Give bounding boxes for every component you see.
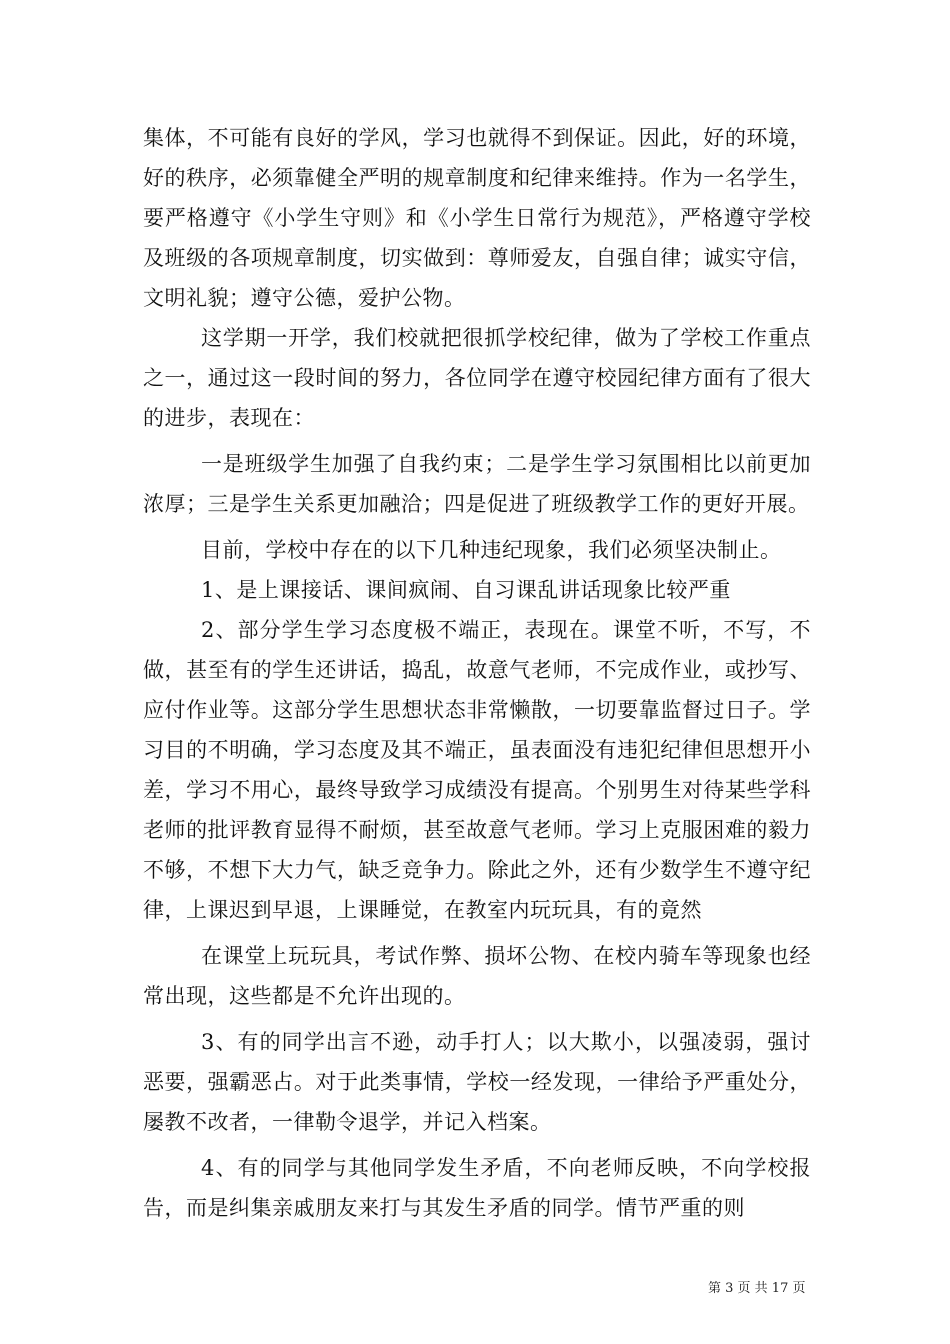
- paragraph-1: 集体，不可能有良好的学风，学习也就得不到保证。因此，好的环境，好的秩序，必须靠健全严明的规章制度和纪律来维持。作为一名学生，要严格遵守《小学生守则》和《小学生日常行为规范》，严格遵守学校及班级的各项规章制度，切实做到：尊师爱友，自强自律；诚实守信，文明礼貌；遵守公德，爱护公物。: [143, 126, 811, 310]
- paragraph-3: 一是班级学生加强了自我约束；二是学生学习氛围相比以前更加浓厚；三是学生关系更加融洽；四是促进了班级教学工作的更好开展。: [143, 452, 811, 516]
- page-number-footer: 第 3 页 共 17 页: [708, 1281, 806, 1296]
- paragraph-4: 目前，学校中存在的以下几种违纪现象，我们必须坚决制止。: [201, 538, 782, 562]
- paragraph-7: 在课堂上玩玩具，考试作弊、损坏公物、在校内骑车等现象也经常出现，这些都是不允许出现的。: [143, 944, 811, 1008]
- paragraph-2: 这学期一开学，我们校就把很抓学校纪律，做为了学校工作重点之一，通过这一段时间的努力，各位同学在遵守校园纪律方面有了很大的进步，表现在：: [143, 326, 811, 430]
- paragraph-6: 2、部分学生学习态度极不端正，表现在。课堂不听，不写，不做，甚至有的学生还讲话，捣乱，故意气老师，不完成作业，或抄写、应付作业等。这部分学生思想状态非常懒散，一切要靠监督过日子。学习目的不明确，学习态度及其不端正，虽表面没有违犯纪律但思想开小差，学习不用心，最终导致学习成绩没有提高。个别男生对待某些学科老师的批评教育显得不耐烦，甚至故意气老师。学习上克服困难的毅力不够，不想下大力气，缺乏竞争力。除此之外，还有少数学生不遵守纪律，上课迟到早退，上课睡觉，在教室内玩玩具，有的竟然: [143, 618, 811, 922]
- paragraph-5: 1、是上课接话、课间疯闹、自习课乱讲话现象比较严重: [201, 578, 731, 602]
- document-body: [143, 118, 811, 1228]
- paragraph-9: 4、有的同学与其他同学发生矛盾，不向老师反映，不向学校报告，而是纠集亲戚朋友来打与其发生矛盾的同学。情节严重的则: [143, 1156, 811, 1220]
- paragraph-8: 3、有的同学出言不逊，动手打人；以大欺小，以强凌弱，强讨恶要，强霸恶占。对于此类事情，学校一经发现，一律给予严重处分，屡教不改者，一律勒令退学，并记入档案。: [143, 1030, 811, 1134]
